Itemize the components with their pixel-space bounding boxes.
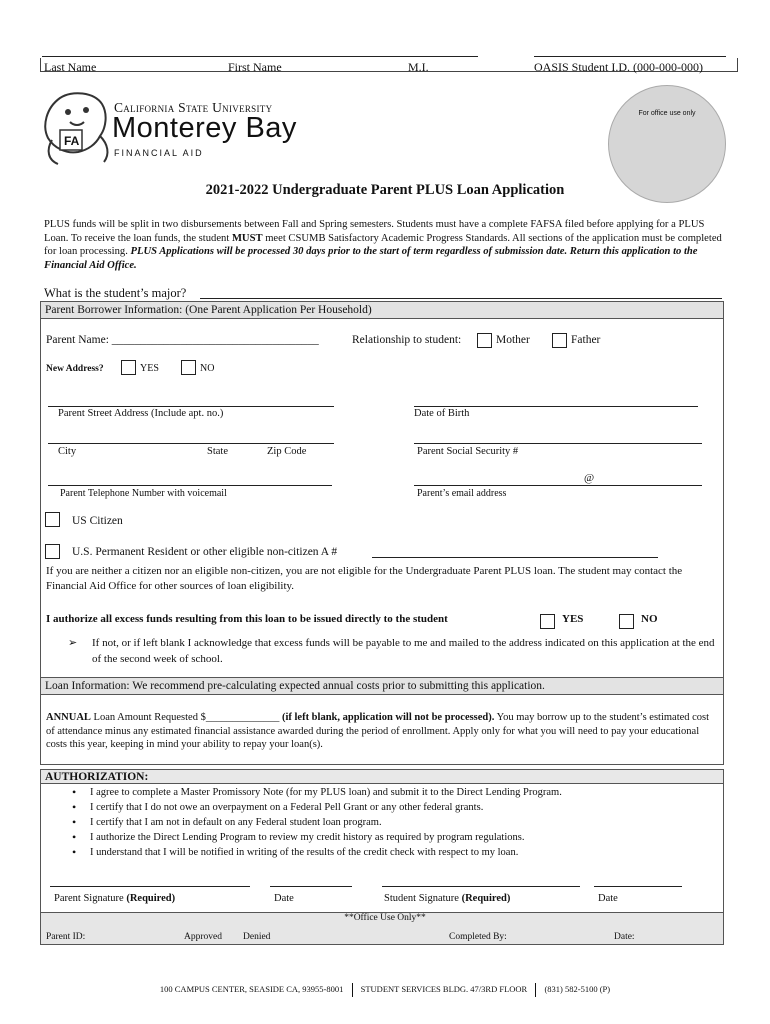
new-address-no-label: NO — [200, 363, 215, 374]
new-address-label: New Address? — [46, 364, 104, 374]
phone-label: Parent Telephone Number with voicemail — [60, 488, 227, 499]
major-input-line[interactable] — [200, 298, 722, 299]
city-label: City — [58, 446, 77, 457]
parent-date-line[interactable] — [270, 886, 352, 887]
father-label: Father — [571, 334, 601, 346]
major-question: What is the student’s major? — [44, 286, 187, 300]
state-label: State — [207, 446, 228, 457]
loan-amount-rest: You may borrow up to the student’s estimated cost of attendance minus any estimated financial assistance awarded during the period of enrollment. Apply only for what you will need to pay your educational costs this year, keeping in mind your ability to repay your loan(s). — [46, 712, 710, 750]
parent-section-heading: Parent Borrower Information: (One Parent Application Per Household) — [40, 301, 724, 319]
authorize-yes-checkbox[interactable] — [540, 614, 555, 629]
new-address-yes-checkbox[interactable] — [121, 360, 136, 375]
a-number-input-line[interactable] — [372, 557, 658, 558]
zip-label: Zip Code — [267, 446, 307, 457]
relationship-label: Relationship to student: — [352, 334, 462, 346]
loan-section-heading: Loan Information: We recommend pre-calculating expected annual costs prior to submitting this application. — [40, 677, 724, 695]
student-date-label: Date — [598, 893, 618, 904]
phone-input-line[interactable] — [48, 485, 332, 486]
authorization-item: • I authorize the Direct Lending Program to review my credit history as required by program regulations. — [64, 830, 714, 845]
authorize-no-checkbox[interactable] — [619, 614, 634, 629]
office-completed-by: Completed By: — [449, 932, 507, 942]
dob-label: Date of Birth — [414, 408, 470, 419]
office-use-title: **Office Use Only** — [344, 913, 426, 923]
blank-warning: (if left blank, application will not be processed). — [281, 712, 495, 723]
student-date-line[interactable] — [594, 886, 682, 887]
authorization-item: • I understand that I will be notified in writing of the results of the credit check with respect to my loan. — [64, 845, 714, 860]
intro-part1: PLUS funds will be split in two disbursements between Fall and Spring semesters. Students must have a complete FAFSA filed before applying for a PLUS Loan. To receive the loan funds, the student — [44, 219, 705, 244]
intro-bold-italic: PLUS Applications will be processed 30 days prior to the start of term regardless of submission date. Return this application to the Financial Aid Office. — [44, 246, 698, 271]
authorization-item: • I certify that I do not owe an overpayment on a Federal Pell Grant or any other federal grants. — [64, 800, 714, 815]
office-stamp-label: For office use only — [638, 110, 696, 117]
student-id-line[interactable] — [534, 56, 726, 57]
city-input-line[interactable] — [48, 443, 334, 444]
intro-part2: meet CSUMB Satisfactory Academic Progress Standards. All sections of the application must be completed for loan processing. — [44, 232, 722, 257]
first-name-label: First Name — [228, 60, 282, 74]
ssn-input-line[interactable] — [414, 443, 702, 444]
mother-label: Mother — [496, 334, 530, 346]
mi-label: M.I. — [408, 60, 429, 74]
logo-line2: Monterey Bay — [112, 112, 297, 144]
office-denied: Denied — [243, 932, 271, 942]
otter-mascot-icon — [42, 88, 114, 166]
permanent-resident-label: U.S. Permanent Resident or other eligible non-citizen A # — [72, 546, 338, 558]
authorize-yes-label: YES — [562, 613, 584, 625]
annual-label: ANNUAL — [46, 712, 91, 723]
dob-input-line[interactable] — [414, 406, 698, 407]
csumb-logo — [42, 88, 302, 178]
new-address-yes-label: YES — [140, 363, 159, 374]
student-signature-line[interactable] — [382, 886, 580, 887]
authorization-item: • I certify that I am not in default on any Federal student loan program. — [64, 815, 714, 830]
office-approved: Approved — [184, 932, 222, 942]
not-authorize-note: If not, or if left blank I acknowledge that excess funds will be payable to me and mailed to the address indicated on this application at the end of the second week of school. — [92, 637, 715, 665]
logo-monogram: FA — [64, 134, 80, 148]
mother-checkbox[interactable] — [477, 333, 492, 348]
email-input-line[interactable] — [414, 485, 702, 486]
authorize-no-label: NO — [641, 613, 658, 625]
ssn-label: Parent Social Security # — [417, 446, 519, 457]
ineligible-note: If you are neither a citizen nor an eligible non-citizen, you are not eligible for the Undergraduate Parent PLUS loan. The student may contact the Financial Aid Office for other sources of loan eligibility. — [46, 565, 683, 592]
arrow-bullet-icon: ➢ — [68, 637, 78, 649]
parent-signature-label: Parent Signature (Required) — [54, 893, 176, 904]
street-label: Parent Street Address (Include apt. no.) — [58, 408, 224, 419]
intro-must: MUST — [231, 232, 263, 244]
authorization-heading: AUTHORIZATION: — [40, 769, 724, 784]
street-input-line[interactable] — [48, 406, 334, 407]
footer-address: 100 CAMPUS CENTER, SEASIDE CA, 93955-8001 — [159, 983, 344, 994]
authorize-excess-label: I authorize all excess funds resulting from this loan to be issued directly to the student — [46, 613, 448, 625]
email-label: Parent’s email address — [417, 488, 507, 499]
parent-name-field[interactable]: Parent Name: ____________________________________ — [46, 334, 319, 346]
office-parent-id: Parent ID: — [46, 932, 86, 942]
father-checkbox[interactable] — [552, 333, 567, 348]
parent-signature-line[interactable] — [50, 886, 250, 887]
office-date: Date: — [614, 932, 635, 942]
new-address-no-checkbox[interactable] — [181, 360, 196, 375]
intro-paragraph — [44, 218, 724, 272]
page-title: 2021-2022 Undergraduate Parent PLUS Loan Application — [205, 182, 565, 198]
authorization-list — [64, 785, 714, 860]
footer-phone: (831) 582-5100 (P) — [544, 983, 611, 994]
footer — [0, 983, 770, 997]
authorization-item: • I agree to complete a Master Promissory Note (for my PLUS loan) and submit it to the Direct Lending Program. — [64, 785, 714, 800]
loan-amount-field[interactable]: Loan Amount Requested $______________ — [90, 712, 282, 723]
last-name-label: Last Name — [44, 60, 97, 74]
name-line[interactable] — [42, 56, 478, 57]
email-at-sign: @ — [584, 472, 595, 484]
permanent-resident-checkbox[interactable] — [45, 544, 60, 559]
loan-amount-paragraph — [46, 711, 718, 752]
student-id-label: OASIS Student I.D. (000-000-000) — [534, 60, 703, 74]
student-signature-label: Student Signature (Required) — [384, 893, 511, 904]
logo-line1: California State University — [114, 100, 273, 115]
us-citizen-checkbox[interactable] — [45, 512, 60, 527]
parent-date-label: Date — [274, 893, 294, 904]
footer-building: STUDENT SERVICES BLDG. 47/3RD FLOOR — [360, 983, 528, 994]
logo-line3: FINANCIAL AID — [114, 148, 204, 158]
us-citizen-label: US Citizen — [72, 515, 123, 527]
